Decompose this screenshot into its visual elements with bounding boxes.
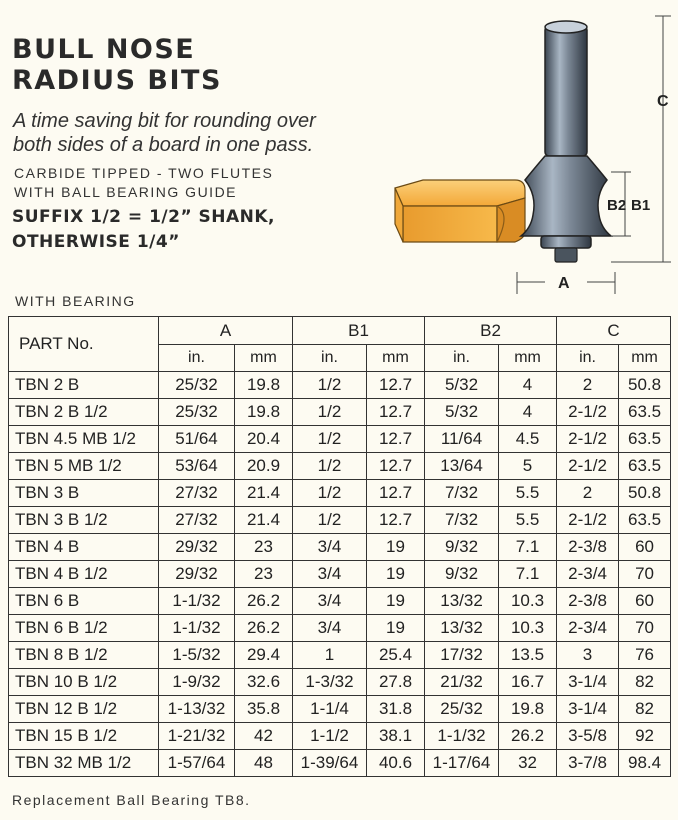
table-cell: 29/32	[159, 534, 235, 561]
table-cell: 12.7	[367, 507, 425, 534]
table-cell: 27/32	[159, 507, 235, 534]
suffix-line: OTHERWISE 1/4”	[12, 232, 180, 252]
table-row	[9, 453, 671, 480]
table-cell: 13/32	[425, 615, 499, 642]
table-cell: 3-5/8	[557, 723, 619, 750]
table-cell: 1-1/32	[159, 615, 235, 642]
table-cell: 1/2	[293, 507, 367, 534]
carbide-note	[14, 164, 273, 202]
table-cell: 3/4	[293, 615, 367, 642]
table-cell: 9/32	[425, 561, 499, 588]
section-label: WITH BEARING	[15, 293, 136, 309]
part-number-cell: TBN 32 MB 1/2	[9, 750, 159, 777]
table-cell: 1-13/32	[159, 696, 235, 723]
table-cell: 2	[557, 480, 619, 507]
table-row	[9, 399, 671, 426]
table-row	[9, 372, 671, 399]
table-row	[9, 750, 671, 777]
table-cell: 11/64	[425, 426, 499, 453]
description	[13, 109, 316, 157]
table-cell: 63.5	[619, 426, 671, 453]
part-number-cell: TBN 5 MB 1/2	[9, 453, 159, 480]
table-cell: 2	[557, 372, 619, 399]
part-number-cell: TBN 12 B 1/2	[9, 696, 159, 723]
part-number-header: PART No.	[9, 317, 159, 372]
table-cell: 63.5	[619, 399, 671, 426]
table-cell: 19	[367, 615, 425, 642]
table-cell: 60	[619, 534, 671, 561]
table-cell: 63.5	[619, 453, 671, 480]
table-cell: 1-1/32	[159, 588, 235, 615]
router-bit-diagram	[375, 10, 675, 300]
table-cell: 17/32	[425, 642, 499, 669]
table-cell: 4	[499, 399, 557, 426]
label-a: A	[558, 275, 570, 292]
group-header-c: C	[557, 317, 671, 345]
table-cell: 4.5	[499, 426, 557, 453]
table-cell: 40.6	[367, 750, 425, 777]
table-cell: 2-3/8	[557, 588, 619, 615]
table-cell: 1/2	[293, 399, 367, 426]
unit-header: in.	[425, 345, 499, 372]
table-row	[9, 534, 671, 561]
table-cell: 9/32	[425, 534, 499, 561]
table-cell: 3/4	[293, 534, 367, 561]
table-row	[9, 615, 671, 642]
table-cell: 5	[499, 453, 557, 480]
title-line: RADIUS BITS	[12, 65, 222, 96]
table-cell: 25/32	[425, 696, 499, 723]
unit-header: mm	[499, 345, 557, 372]
group-header-b1: B1	[293, 317, 425, 345]
unit-header: mm	[619, 345, 671, 372]
table-cell: 2-3/4	[557, 615, 619, 642]
dimension-lines	[517, 16, 671, 294]
table-cell: 1-57/64	[159, 750, 235, 777]
table-cell: 1-1/32	[425, 723, 499, 750]
table-cell: 16.7	[499, 669, 557, 696]
table-cell: 1-1/2	[293, 723, 367, 750]
group-header-b2: B2	[425, 317, 557, 345]
table-cell: 70	[619, 561, 671, 588]
table-cell: 63.5	[619, 507, 671, 534]
table-cell: 1/2	[293, 372, 367, 399]
table-cell: 13/64	[425, 453, 499, 480]
table-cell: 7.1	[499, 561, 557, 588]
table-cell: 35.8	[235, 696, 293, 723]
suffix-note	[12, 205, 275, 255]
table-cell: 5/32	[425, 399, 499, 426]
table-cell: 19.8	[499, 696, 557, 723]
table-cell: 98.4	[619, 750, 671, 777]
table-cell: 2-1/2	[557, 399, 619, 426]
part-number-cell: TBN 3 B 1/2	[9, 507, 159, 534]
table-cell: 10.3	[499, 615, 557, 642]
part-number-cell: TBN 8 B 1/2	[9, 642, 159, 669]
table-cell: 1-9/32	[159, 669, 235, 696]
table-cell: 1/2	[293, 480, 367, 507]
table-cell: 25.4	[367, 642, 425, 669]
description-line: A time saving bit for rounding over	[13, 110, 316, 132]
title-line: BULL NOSE	[12, 34, 196, 65]
table-cell: 53/64	[159, 453, 235, 480]
table-cell: 2-1/2	[557, 453, 619, 480]
table-cell: 5.5	[499, 507, 557, 534]
table-cell: 29.4	[235, 642, 293, 669]
part-number-cell: TBN 15 B 1/2	[9, 723, 159, 750]
unit-header: mm	[235, 345, 293, 372]
table-cell: 2-1/2	[557, 426, 619, 453]
table-cell: 19	[367, 588, 425, 615]
table-cell: 1-1/4	[293, 696, 367, 723]
table-cell: 10.3	[499, 588, 557, 615]
table-row	[9, 480, 671, 507]
table-cell: 20.4	[235, 426, 293, 453]
table-cell: 76	[619, 642, 671, 669]
carbide-line: WITH BALL BEARING GUIDE	[14, 184, 238, 200]
table-cell: 1	[293, 642, 367, 669]
part-number-cell: TBN 10 B 1/2	[9, 669, 159, 696]
unit-header: in.	[159, 345, 235, 372]
part-number-cell: TBN 4 B 1/2	[9, 561, 159, 588]
table-cell: 3/4	[293, 561, 367, 588]
group-header-a: A	[159, 317, 293, 345]
table-cell: 2-3/4	[557, 561, 619, 588]
page-title	[12, 34, 222, 96]
part-number-cell: TBN 6 B	[9, 588, 159, 615]
table-cell: 3	[557, 642, 619, 669]
part-number-cell: TBN 2 B 1/2	[9, 399, 159, 426]
spec-table	[8, 316, 671, 777]
table-cell: 20.9	[235, 453, 293, 480]
table-cell: 12.7	[367, 426, 425, 453]
unit-header: in.	[557, 345, 619, 372]
table-cell: 60	[619, 588, 671, 615]
table-cell: 12.7	[367, 453, 425, 480]
suffix-line: SUFFIX 1/2 = 1/2” SHANK,	[12, 207, 276, 227]
table-cell: 1/2	[293, 453, 367, 480]
part-number-cell: TBN 6 B 1/2	[9, 615, 159, 642]
table-row	[9, 426, 671, 453]
table-cell: 32	[499, 750, 557, 777]
router-bit-shape	[521, 21, 611, 262]
table-cell: 27.8	[367, 669, 425, 696]
table-cell: 38.1	[367, 723, 425, 750]
unit-header: mm	[367, 345, 425, 372]
part-number-cell: TBN 2 B	[9, 372, 159, 399]
table-cell: 42	[235, 723, 293, 750]
table-cell: 25/32	[159, 372, 235, 399]
table-cell: 48	[235, 750, 293, 777]
table-cell: 1-21/32	[159, 723, 235, 750]
table-cell: 3-7/8	[557, 750, 619, 777]
unit-header: in.	[293, 345, 367, 372]
table-cell: 19.8	[235, 372, 293, 399]
table-cell: 82	[619, 669, 671, 696]
table-row	[9, 669, 671, 696]
table-cell: 13/32	[425, 588, 499, 615]
label-b1: B1	[631, 197, 651, 214]
wood-block-shape	[395, 180, 525, 242]
table-cell: 12.7	[367, 372, 425, 399]
table-cell: 21.4	[235, 507, 293, 534]
table-cell: 19.8	[235, 399, 293, 426]
table-cell: 7/32	[425, 507, 499, 534]
part-number-cell: TBN 4.5 MB 1/2	[9, 426, 159, 453]
label-b2: B2	[607, 197, 627, 214]
table-cell: 19	[367, 561, 425, 588]
table-cell: 2-3/8	[557, 534, 619, 561]
table-cell: 13.5	[499, 642, 557, 669]
table-cell: 5/32	[425, 372, 499, 399]
table-cell: 1/2	[293, 426, 367, 453]
table-row	[9, 507, 671, 534]
table-cell: 21/32	[425, 669, 499, 696]
table-cell: 4	[499, 372, 557, 399]
table-cell: 2-1/2	[557, 507, 619, 534]
table-cell: 51/64	[159, 426, 235, 453]
table-cell: 82	[619, 696, 671, 723]
table-row	[9, 588, 671, 615]
part-number-cell: TBN 4 B	[9, 534, 159, 561]
table-cell: 12.7	[367, 480, 425, 507]
table-cell: 50.8	[619, 372, 671, 399]
table-cell: 21.4	[235, 480, 293, 507]
table-cell: 3-1/4	[557, 669, 619, 696]
description-line: both sides of a board in one pass.	[13, 134, 314, 156]
table-cell: 26.2	[235, 588, 293, 615]
table-cell: 25/32	[159, 399, 235, 426]
table-cell: 19	[367, 534, 425, 561]
carbide-line: CARBIDE TIPPED - TWO FLUTES	[14, 165, 274, 181]
table-cell: 50.8	[619, 480, 671, 507]
table-cell: 1-17/64	[425, 750, 499, 777]
table-cell: 27/32	[159, 480, 235, 507]
table-cell: 12.7	[367, 399, 425, 426]
table-cell: 32.6	[235, 669, 293, 696]
table-row	[9, 723, 671, 750]
table-cell: 5.5	[499, 480, 557, 507]
footnote: Replacement Ball Bearing TB8.	[12, 792, 251, 808]
table-cell: 3-1/4	[557, 696, 619, 723]
table-cell: 7/32	[425, 480, 499, 507]
table-cell: 1-3/32	[293, 669, 367, 696]
part-number-cell: TBN 3 B	[9, 480, 159, 507]
spec-table-body	[9, 372, 671, 777]
table-cell: 26.2	[235, 615, 293, 642]
table-cell: 23	[235, 561, 293, 588]
table-cell: 29/32	[159, 561, 235, 588]
table-row	[9, 696, 671, 723]
table-cell: 1-39/64	[293, 750, 367, 777]
table-cell: 70	[619, 615, 671, 642]
table-cell: 23	[235, 534, 293, 561]
table-cell: 26.2	[499, 723, 557, 750]
table-row	[9, 561, 671, 588]
table-cell: 31.8	[367, 696, 425, 723]
table-cell: 1-5/32	[159, 642, 235, 669]
table-cell: 3/4	[293, 588, 367, 615]
table-cell: 92	[619, 723, 671, 750]
table-cell: 7.1	[499, 534, 557, 561]
table-row	[9, 642, 671, 669]
label-c: C	[657, 93, 669, 110]
